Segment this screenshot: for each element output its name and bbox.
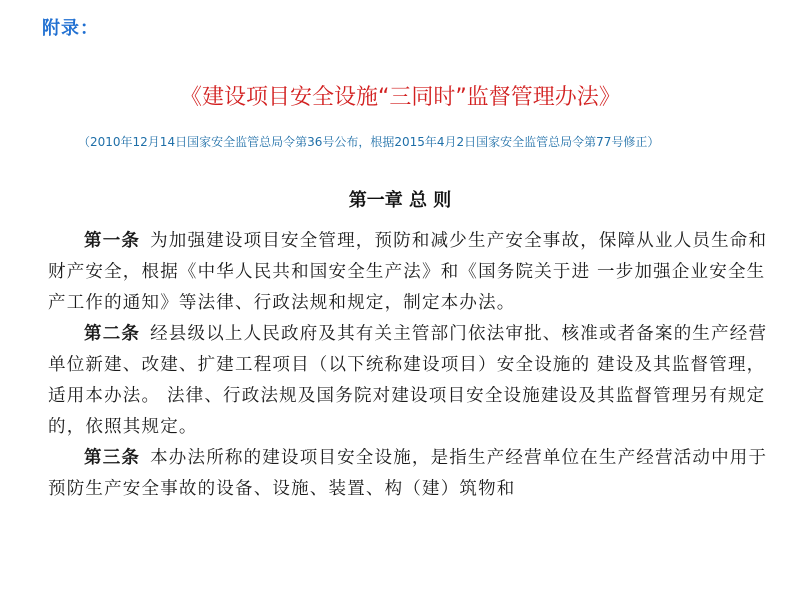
article-text: 本办法所称的建设项目安全设施，是指生产经营单位在生产经营活动中用于预防生产安全事故的设备、设施、装置、构（建）筑物和 (48, 448, 768, 499)
article-text: 为加强建设项目安全管理，预防和减少生产安全事故，保障从业人员生命和财产安全，根据《中华人民共和国安全生产法》和《国务院关于进 一步加强企业安全生产工作的通知》等法律、行政法规和规定，制定本办法。 (48, 231, 768, 313)
appendix-label: 附录： (42, 18, 99, 39)
document-title: 《建设项目安全设施“三同时”监督管理办法》 (180, 85, 621, 110)
publication-note-text: （2010年12月14日国家安全监管总局令第36号公布，根据2015年4月2日国家安全监管总局令第77号修正） (78, 135, 660, 149)
article-number: 第三条 (84, 448, 141, 468)
chapter-heading: 第一章 总 则 (348, 190, 452, 211)
document-body (48, 226, 768, 505)
article-number: 第二条 (84, 324, 141, 344)
article-text: 经县级以上人民政府及其有关主管部门依法审批、核准或者备案的生产经营单位新建、改建、扩建工程项目（以下统称建设项目）安全设施的 建设及其监督管理，适用本办法。 法律、行政法规及国务院对建设项目安全设施建设及其监督管理另有规定的，依照其规定。 (48, 324, 768, 437)
article-number: 第一条 (84, 231, 141, 251)
article-paragraph (48, 226, 768, 319)
article-paragraph (48, 319, 768, 443)
publication-note (52, 132, 768, 152)
article-paragraph (48, 443, 768, 505)
